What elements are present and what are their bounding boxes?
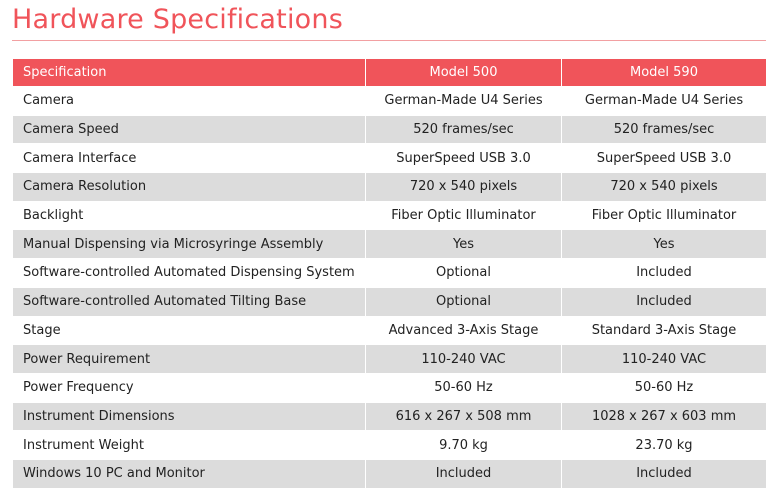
table-row — [13, 87, 767, 116]
table-row — [13, 287, 767, 316]
page-title: Hardware Specifications — [12, 4, 343, 35]
table-row — [13, 345, 767, 374]
model-500-cell: Optional — [366, 287, 562, 316]
table-row — [13, 459, 767, 488]
model-500-cell: German-Made U4 Series — [366, 87, 562, 116]
title-divider — [12, 40, 766, 41]
model-590-cell: Included — [562, 259, 767, 288]
model-590-cell: 23.70 kg — [562, 431, 767, 460]
model-500-cell: Optional — [366, 259, 562, 288]
header-model-500: Model 500 — [366, 59, 562, 87]
table-header-row — [13, 59, 767, 87]
spec-name-cell: Stage — [13, 316, 366, 345]
table-row — [13, 402, 767, 431]
spec-name-cell: Power Frequency — [13, 373, 366, 402]
spec-name-cell: Instrument Weight — [13, 431, 366, 460]
model-590-cell: Included — [562, 287, 767, 316]
spec-name-cell: Manual Dispensing via Microsyringe Assembly — [13, 230, 366, 259]
spec-name-cell: Camera Interface — [13, 144, 366, 173]
table-row — [13, 115, 767, 144]
model-500-cell: 50-60 Hz — [366, 373, 562, 402]
table-row — [13, 173, 767, 202]
model-590-cell: 110-240 VAC — [562, 345, 767, 374]
spec-name-cell: Camera Resolution — [13, 173, 366, 202]
model-500-cell: 720 x 540 pixels — [366, 173, 562, 202]
spec-name-cell: Camera — [13, 87, 366, 116]
table-row — [13, 259, 767, 288]
model-590-cell: German-Made U4 Series — [562, 87, 767, 116]
table-row — [13, 431, 767, 460]
model-590-cell: 520 frames/sec — [562, 115, 767, 144]
model-500-cell: 616 x 267 x 508 mm — [366, 402, 562, 431]
table-row — [13, 201, 767, 230]
spec-name-cell: Camera Speed — [13, 115, 366, 144]
table-row — [13, 144, 767, 173]
model-500-cell: 9.70 kg — [366, 431, 562, 460]
model-590-cell: Included — [562, 459, 767, 488]
spec-name-cell: Windows 10 PC and Monitor — [13, 459, 366, 488]
model-500-cell: 110-240 VAC — [366, 345, 562, 374]
model-590-cell: Standard 3-Axis Stage — [562, 316, 767, 345]
spec-name-cell: Backlight — [13, 201, 366, 230]
header-specification: Specification — [13, 59, 366, 87]
spec-table — [12, 58, 767, 489]
spec-name-cell: Power Requirement — [13, 345, 366, 374]
table-row — [13, 316, 767, 345]
model-500-cell: Fiber Optic Illuminator — [366, 201, 562, 230]
spec-name-cell: Software-controlled Automated Tilting Base — [13, 287, 366, 316]
model-590-cell: 720 x 540 pixels — [562, 173, 767, 202]
model-500-cell: Advanced 3-Axis Stage — [366, 316, 562, 345]
header-model-590: Model 590 — [562, 59, 767, 87]
model-590-cell: 1028 x 267 x 603 mm — [562, 402, 767, 431]
model-500-cell: Included — [366, 459, 562, 488]
model-590-cell: Fiber Optic Illuminator — [562, 201, 767, 230]
model-500-cell: 520 frames/sec — [366, 115, 562, 144]
model-500-cell: Yes — [366, 230, 562, 259]
model-590-cell: SuperSpeed USB 3.0 — [562, 144, 767, 173]
table-row — [13, 230, 767, 259]
spec-name-cell: Software-controlled Automated Dispensing System — [13, 259, 366, 288]
table-row — [13, 373, 767, 402]
model-590-cell: 50-60 Hz — [562, 373, 767, 402]
spec-name-cell: Instrument Dimensions — [13, 402, 366, 431]
model-500-cell: SuperSpeed USB 3.0 — [366, 144, 562, 173]
model-590-cell: Yes — [562, 230, 767, 259]
